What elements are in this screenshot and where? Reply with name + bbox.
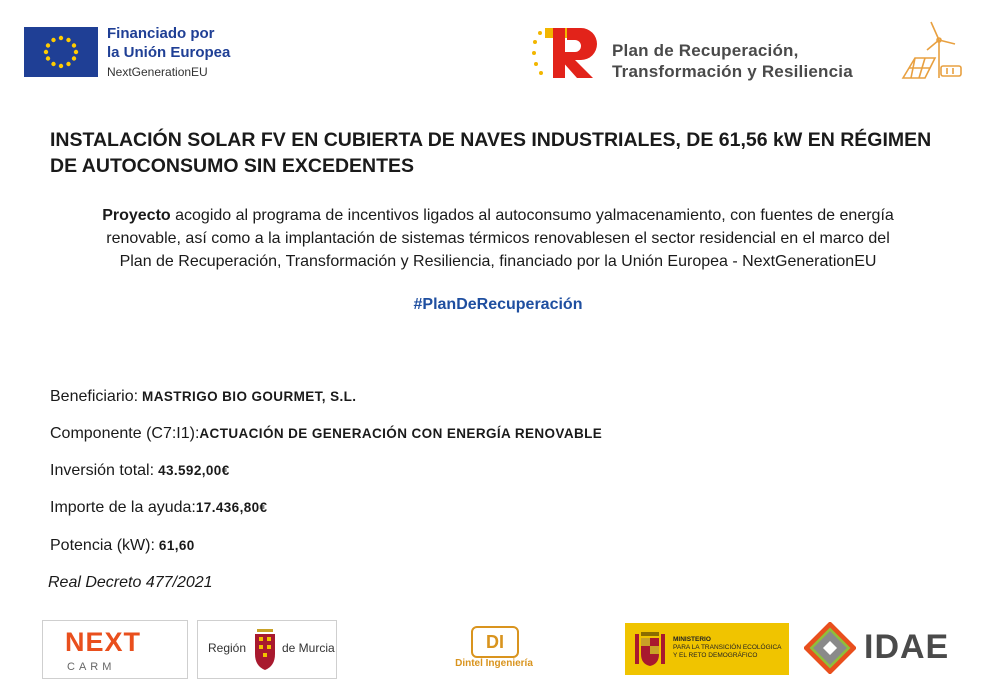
description-line2: renovable, así como a la implantación de sistemas térmicos renovablesen el sector residencial en el marco del <box>106 230 890 247</box>
eu-flag-logo <box>24 27 98 77</box>
idae-knot-icon <box>804 622 856 674</box>
hashtag-plan-recuperacion: #PlanDeRecuperación <box>413 296 583 313</box>
region-murcia-logo: Región de Murcia <box>197 620 337 679</box>
ministerio-transicion-ecologica-logo: MINISTERIO PARA LA TRANSICIÓN ECOLÓGICA Y EL RETO DEMOGRÁFICO <box>625 623 789 675</box>
description-line3: Plan de Recuperación, Transformación y Resiliencia, financiado por la Unión Europea - NextGenerationEU <box>119 253 877 270</box>
prtr-logo-mark <box>531 24 603 82</box>
eu-logo-line3: NextGenerationEU <box>107 65 208 79</box>
eu-stars-icon <box>24 27 98 77</box>
project-description <box>40 204 956 273</box>
eu-logo-line1: Financiado por <box>107 25 215 42</box>
spain-coat-of-arms-icon <box>631 628 669 670</box>
wind-solar-icon <box>895 18 965 84</box>
murcia-coat-of-arms-icon <box>252 625 278 673</box>
field-potencia: Potencia (kW): 61,60 <box>50 537 195 554</box>
description-line1: Proyecto acogido al programa de incentivos ligados al autoconsumo yalmacenamiento, con fuentes de energía <box>102 207 894 224</box>
dintel-ingenieria-logo: DI Dintel Ingeniería <box>445 622 543 672</box>
project-title: INSTALACIÓN SOLAR FV EN CUBIERTA DE NAVES INDUSTRIALES, DE 61,56 kW EN RÉGIMEN DE AUTOCONSUMO SIN EXCEDENTES <box>50 129 932 177</box>
field-componente: Componente (C7:I1):ACTUACIÓN DE GENERACIÓN CON ENERGÍA RENOVABLE <box>50 425 603 442</box>
next-carm-logo: NEXT CARM <box>42 620 188 679</box>
field-importe-ayuda: Importe de la ayuda:17.436,80€ <box>50 499 268 516</box>
eu-logo-line2: la Unión Europea <box>107 44 231 61</box>
idae-logo: IDAE <box>804 622 970 674</box>
description-lead: Proyecto <box>102 207 171 224</box>
prtr-logo-line1: Plan de Recuperación, <box>612 41 799 60</box>
field-inversion: Inversión total: 43.592,00€ <box>50 462 230 479</box>
prtr-logo-line2: Transformación y Resiliencia <box>612 62 853 81</box>
field-beneficiario: Beneficiario: MASTRIGO BIO GOURMET, S.L. <box>50 388 357 405</box>
real-decreto: Real Decreto 477/2021 <box>48 574 213 591</box>
